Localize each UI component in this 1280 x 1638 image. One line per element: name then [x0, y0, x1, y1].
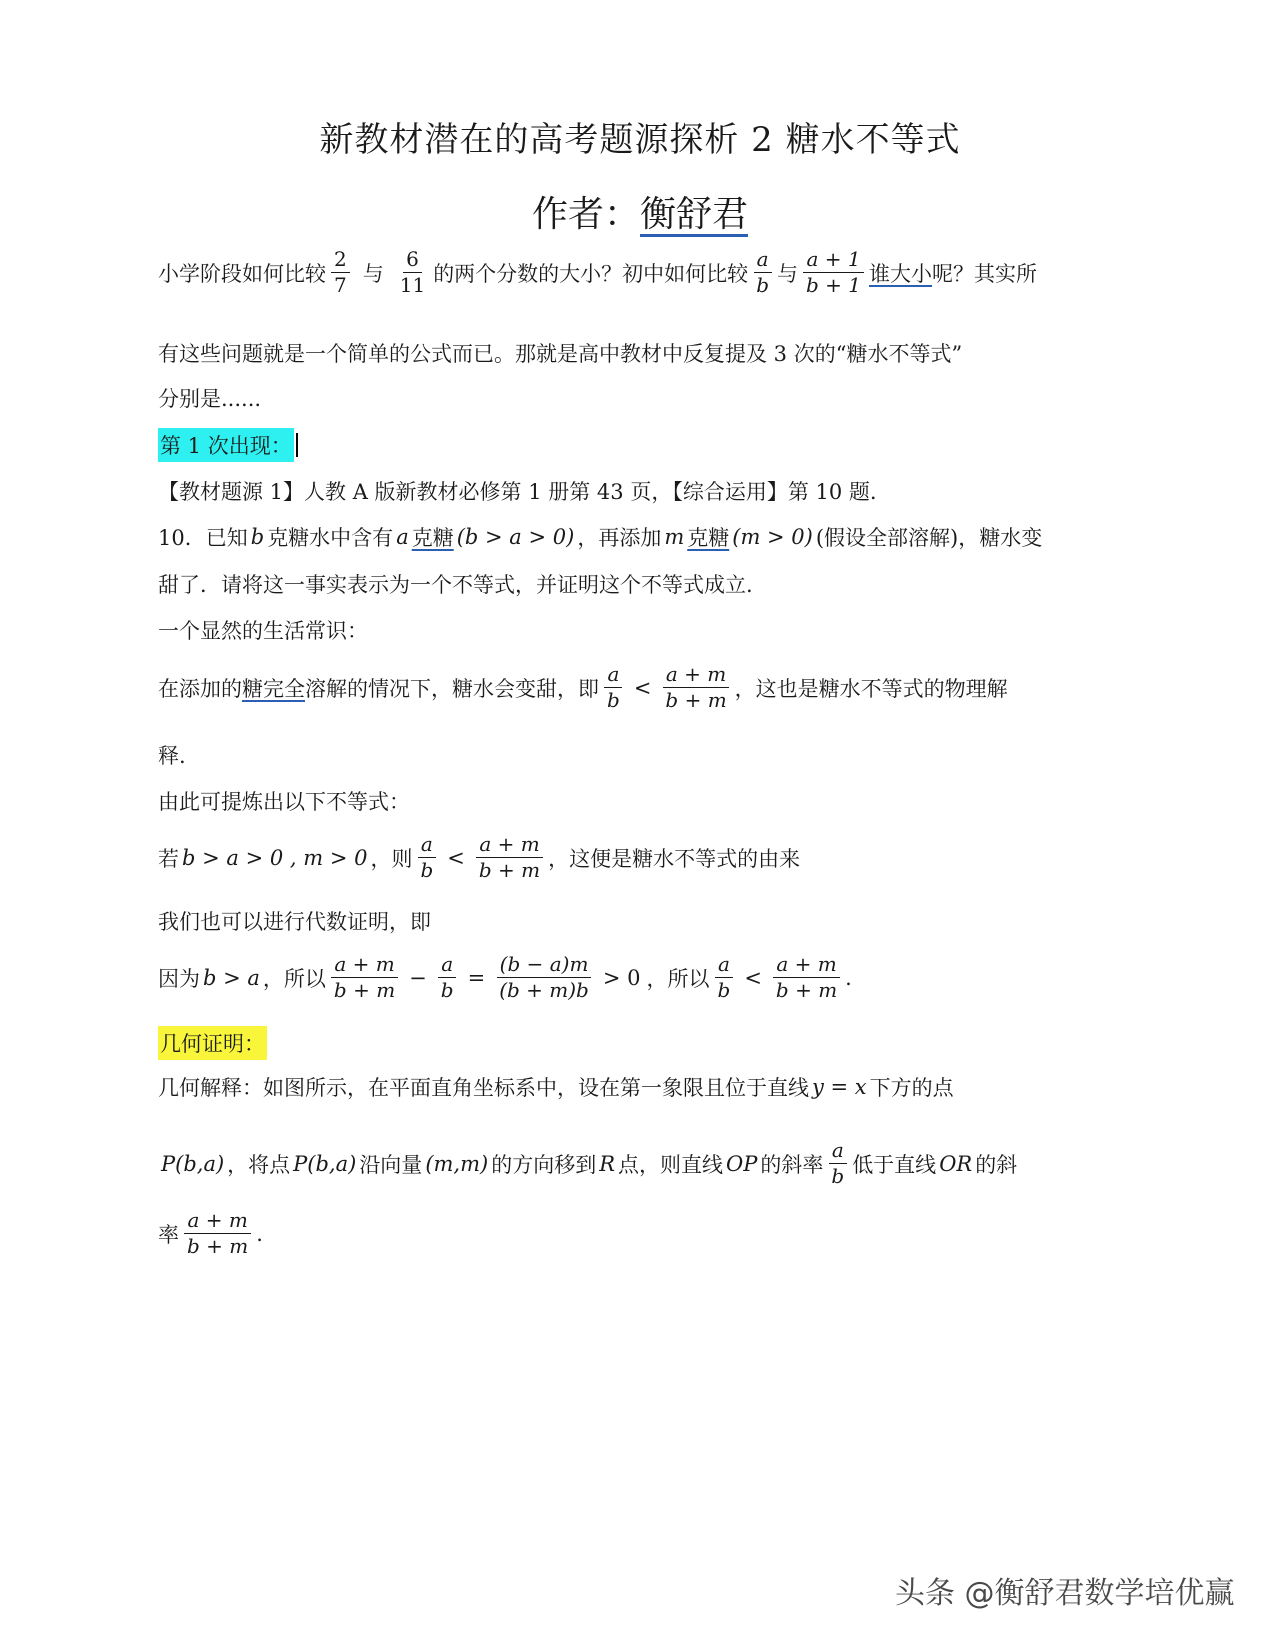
fraction-difference: $\frac{(b - a)m}{(b + m)b}$ — [496, 954, 592, 1001]
math-point: R — [599, 1151, 616, 1176]
body-text: 率 — [158, 1222, 179, 1247]
body-text: ，这便是糖水不等式的由来 — [548, 846, 801, 871]
body-text: ，所以 — [262, 966, 326, 991]
section-geometric-proof — [158, 1026, 267, 1060]
fraction-a-b: $\frac{a}{b}$ — [604, 664, 623, 711]
author-prefix: 作者： — [531, 194, 640, 235]
problem-text: 克糖水中含有 — [267, 526, 394, 550]
fraction-am-bm: $\frac{a + m}{b + m}$ — [331, 954, 398, 1001]
body-text: 的斜 — [975, 1152, 1018, 1177]
intro-text: 与 — [362, 261, 384, 286]
body-text: 低于直线 — [852, 1152, 937, 1177]
section-first-appearance — [158, 428, 298, 462]
underlined-text: 克糖 — [411, 526, 454, 550]
problem-line-1 — [158, 522, 1042, 552]
page-title: 新教材潜在的高考题源探析 2 糖水不等式 — [319, 120, 961, 160]
text-cursor — [296, 433, 298, 457]
algebraic-proof — [158, 954, 852, 1001]
body-text: ，这也是糖水不等式的物理解 — [734, 676, 1008, 701]
math-condition: (m > 0) — [732, 525, 813, 549]
intro-text: 呢？其实所 — [932, 261, 1037, 286]
inequality-statement — [158, 834, 800, 881]
fraction-am-bm: $\frac{a + m}{b + m}$ — [184, 1210, 251, 1257]
fraction-a-b: $\frac{a}{b}$ — [715, 954, 734, 1001]
underlined-text: 克糖 — [687, 526, 730, 550]
body-text: 下方的点 — [869, 1076, 954, 1100]
fraction-a1-b1: $\frac{a + 1}{b + 1}$ — [803, 249, 864, 296]
math-operator: < — [744, 965, 762, 990]
highlight-label: 几何证明： — [158, 1026, 267, 1060]
math-operator: − — [409, 965, 427, 990]
body-text: 点，则直线 — [618, 1152, 724, 1177]
math-var: b — [250, 525, 265, 549]
intro-text: 与 — [777, 261, 798, 286]
fraction-am-bm: $\frac{a + m}{b + m}$ — [476, 834, 543, 881]
body-text: 若 — [158, 846, 179, 871]
physical-line-1 — [158, 664, 1008, 711]
math-operator: = — [467, 965, 486, 990]
fraction-2-7: $\frac{2}{7}$ — [331, 249, 350, 296]
problem-text: 10．已知 — [158, 526, 248, 550]
body-text: . — [845, 965, 852, 990]
fraction-a-b: $\frac{a}{b}$ — [438, 954, 457, 1001]
math-condition: b > a > 0 , m > 0 — [182, 845, 368, 870]
body-text: 沿向量 — [359, 1152, 423, 1177]
body-text: ，将点 — [227, 1152, 291, 1177]
underlined-text: 谁大小 — [869, 261, 932, 286]
problem-text: ，再添加 — [577, 526, 662, 550]
geo-line-1 — [158, 1072, 954, 1102]
math-point: P(b,a) — [161, 1151, 225, 1176]
underlined-text: 糖完全 — [242, 676, 305, 701]
problem-line-2: 甜了．请将这一事实表示为一个不等式，并证明这个不等式成立. — [158, 573, 753, 597]
watermark: 头条 @衡舒君数学培优赢 — [895, 1576, 1235, 1611]
math-var: a — [396, 525, 409, 549]
fraction-a-b: $\frac{a}{b}$ — [828, 1140, 847, 1187]
physical-line-2: 释. — [158, 744, 186, 768]
body-text: 几何解释：如图所示，在平面直角坐标系中，设在第一象限且位于直线 — [158, 1076, 809, 1100]
fraction-6-11: $\frac{6}{11}$ — [399, 247, 426, 297]
fraction-am-bm: $\frac{a + m}{b + m}$ — [662, 664, 729, 711]
body-text: 的方向移到 — [491, 1152, 597, 1177]
body-text: 的斜率 — [760, 1152, 824, 1177]
fraction-a-b: $\frac{a}{b}$ — [417, 834, 436, 881]
fraction-am-bm: $\frac{a + m}{b + m}$ — [773, 954, 840, 1001]
geo-line-3 — [158, 1210, 263, 1257]
intro-text: 的两个分数的大小？初中如何比较 — [433, 261, 749, 286]
math-line: OP — [726, 1151, 758, 1176]
fraction-a-b: $\frac{a}{b}$ — [753, 249, 772, 296]
intro-text: 小学阶段如何比较 — [158, 261, 326, 286]
intro-line-3: 分别是...... — [158, 387, 262, 411]
body-text: 溶解的情况下，糖水会变甜，即 — [305, 676, 599, 701]
math-line: OR — [939, 1151, 973, 1176]
math-condition: b > a — [203, 965, 260, 990]
body-text: . — [256, 1221, 263, 1246]
body-text: ，所以 — [646, 966, 710, 991]
body-text: 因为 — [158, 966, 200, 991]
math-var: m — [664, 525, 685, 549]
body-text: ，则 — [370, 846, 413, 871]
algebra-line: 我们也可以进行代数证明，即 — [158, 910, 431, 934]
author-line — [0, 186, 1280, 237]
highlight-label: 第 1 次出现： — [158, 428, 294, 462]
math-vector: (m,m) — [425, 1151, 489, 1176]
common-sense-line: 一个显然的生活常识： — [158, 619, 368, 643]
math-operator: < — [447, 845, 465, 870]
geo-line-2 — [158, 1140, 1017, 1187]
intro-line-2: 有这些问题就是一个简单的公式而已。那就是高中教材中反复提及 3 次的“糖水不等式” — [158, 342, 963, 366]
extract-line: 由此可提炼出以下不等式： — [158, 790, 410, 814]
problem-text: (假设全部溶解)，糖水变 — [815, 526, 1043, 550]
intro-line-1 — [158, 249, 1037, 296]
math-point: P(b,a) — [293, 1151, 357, 1176]
math-equation: y = x — [812, 1075, 867, 1099]
source-line: 【教材题源 1】人教 A 版新教材必修第 1 册第 43 页，【综合运用】第 10 题. — [158, 480, 877, 504]
math-operator: > 0 — [602, 965, 641, 990]
math-operator: < — [633, 675, 652, 700]
math-condition: (b > a > 0) — [456, 525, 575, 549]
author-name[interactable]: 衡舒君 — [640, 194, 749, 235]
body-text: 在添加的 — [158, 676, 242, 701]
